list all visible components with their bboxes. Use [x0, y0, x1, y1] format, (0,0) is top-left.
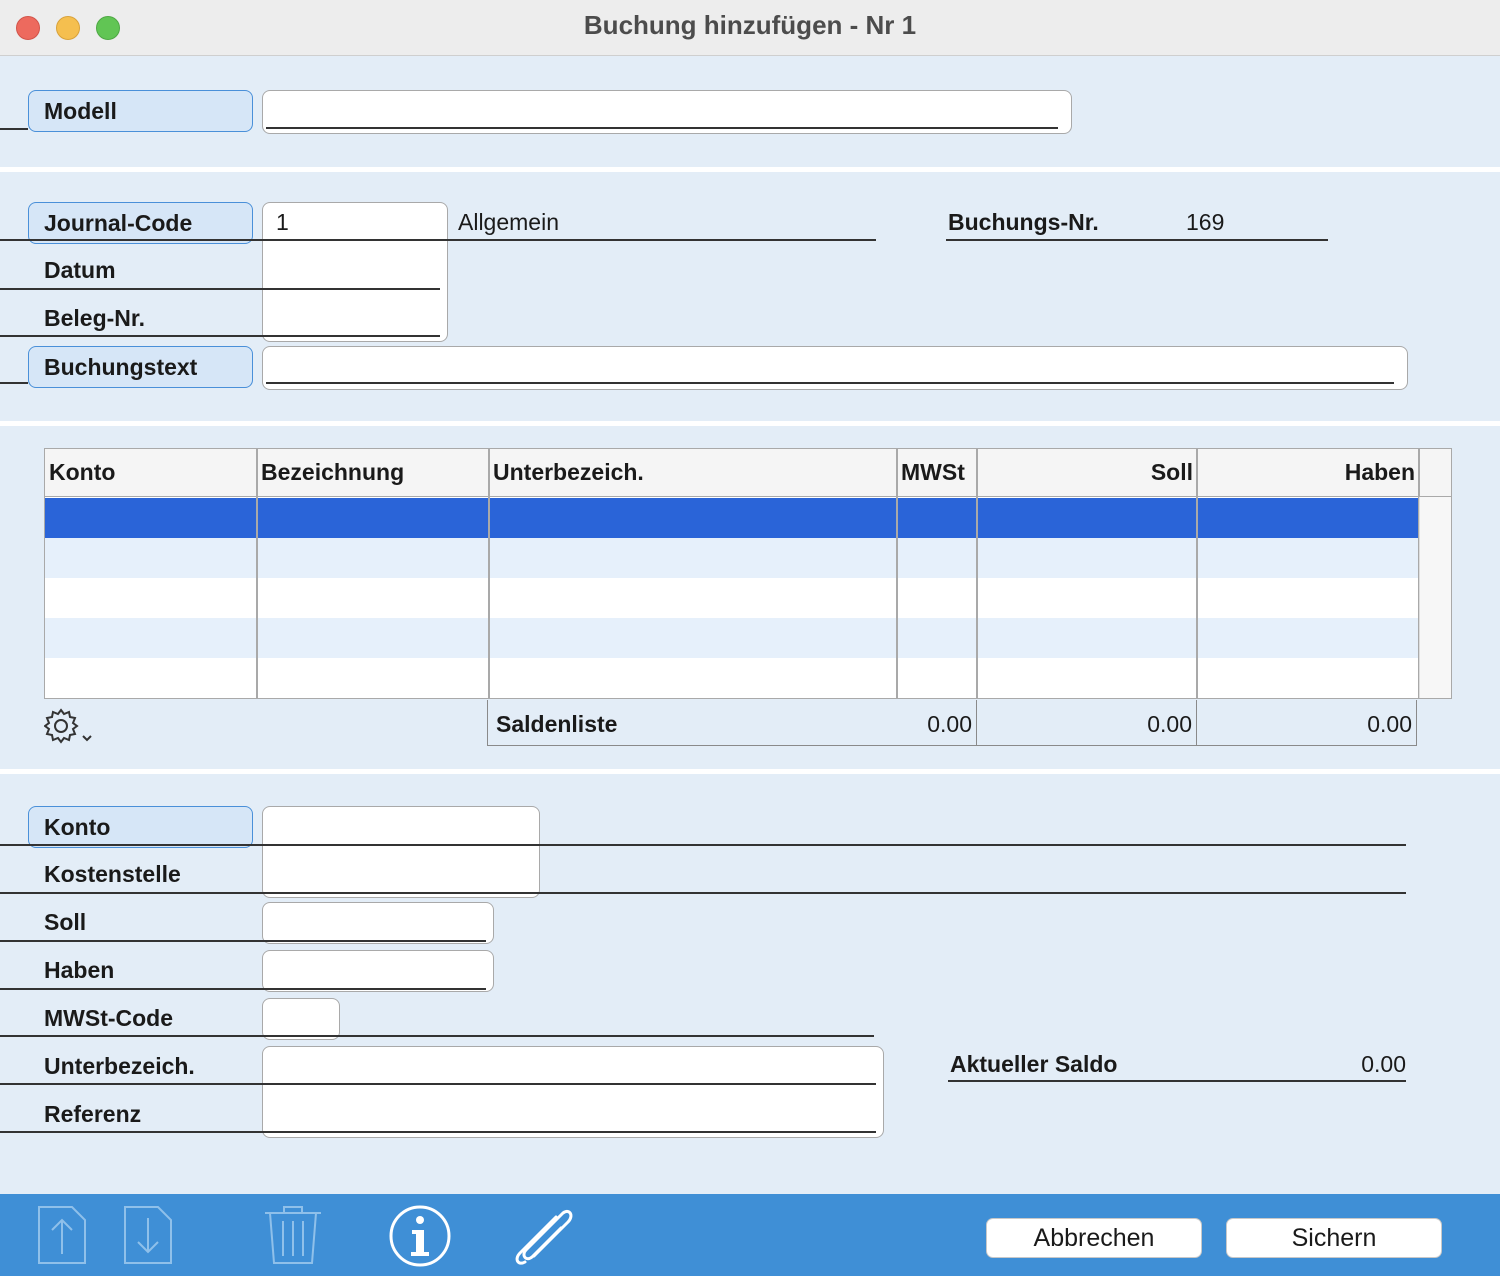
saldenliste-label: Saldenliste [487, 700, 977, 746]
soll-field[interactable] [262, 902, 494, 944]
journal-fields-box [262, 202, 448, 342]
column-header-haben[interactable]: Haben [1197, 449, 1419, 497]
modell-rule [0, 128, 28, 130]
gear-icon [44, 708, 94, 746]
column-divider [488, 449, 490, 699]
kostenstelle-label: Kostenstelle [44, 861, 181, 887]
unterbezeich-referenz-box[interactable] [262, 1046, 884, 1138]
table-row[interactable] [45, 578, 1419, 618]
saldenliste-mwst-value: 0.00 [927, 711, 972, 737]
column-divider [976, 449, 978, 699]
konto-rule [0, 844, 1406, 846]
datum-label: Datum [44, 257, 116, 283]
buchungstext-rule [0, 382, 28, 384]
move-down-icon [122, 1204, 174, 1266]
trash-icon [262, 1204, 324, 1266]
unterbezeich-rule [0, 1083, 876, 1085]
saldenliste-haben-value: 0.00 [1196, 700, 1417, 746]
mwst-code-label: MWSt-Code [44, 1005, 174, 1031]
journal-code-value[interactable]: 1 [276, 209, 289, 235]
table-row-selected[interactable] [45, 498, 1419, 538]
save-button[interactable]: Sichern [1226, 1218, 1442, 1258]
buchungs-nr-rule [946, 239, 1328, 241]
column-divider [896, 449, 898, 699]
paperclip-icon [512, 1204, 580, 1268]
cancel-button[interactable]: Abbrechen [986, 1218, 1202, 1258]
referenz-rule [0, 1131, 876, 1133]
attachment-button[interactable] [512, 1204, 580, 1273]
mwst-code-field[interactable] [262, 998, 340, 1040]
journal-code-rule [0, 239, 876, 241]
mwst-code-rule [0, 1035, 874, 1037]
column-header-konto[interactable]: Konto [45, 449, 257, 497]
haben-rule [0, 988, 486, 990]
buchungstext-label-button[interactable]: Buchungstext [28, 346, 253, 388]
column-header-unterbezeich[interactable]: Unterbezeich. [489, 449, 897, 497]
soll-rule [0, 940, 486, 942]
table-row[interactable] [45, 618, 1419, 658]
table-scrollbar[interactable] [1419, 497, 1451, 699]
referenz-label: Referenz [44, 1101, 142, 1127]
info-button[interactable] [388, 1204, 452, 1273]
move-down-button[interactable] [122, 1204, 174, 1271]
column-header-bezeichnung[interactable]: Bezeichnung [257, 449, 489, 497]
window-title: Buchung hinzufügen - Nr 1 [583, 10, 917, 40]
table-row[interactable] [45, 538, 1419, 578]
column-header-spacer [1419, 449, 1452, 497]
column-divider [256, 449, 258, 699]
beleg-nr-rule [0, 335, 440, 337]
konto-label-button[interactable]: Konto [28, 806, 253, 848]
soll-label: Soll [44, 909, 87, 935]
buchungs-nr-label: Buchungs-Nr. [948, 209, 1099, 235]
move-up-icon [36, 1204, 88, 1266]
booking-lines-table[interactable] [44, 448, 1452, 699]
move-up-button[interactable] [36, 1204, 88, 1271]
buchungstext-field-rule [266, 382, 1394, 384]
column-divider [1196, 449, 1198, 699]
title-bar [0, 0, 1500, 56]
column-header-mwst[interactable]: MWSt [897, 449, 977, 497]
modell-label-button[interactable]: Modell [28, 90, 253, 132]
modell-field-rule [266, 127, 1058, 129]
aktueller-saldo-label: Aktueller Saldo [950, 1051, 1118, 1077]
gear-menu-button[interactable] [44, 708, 94, 746]
haben-label: Haben [44, 957, 115, 983]
table-row[interactable] [45, 658, 1419, 698]
buchungs-nr-value: 169 [1186, 209, 1225, 235]
aktueller-saldo-rule [948, 1080, 1406, 1082]
bottom-toolbar [0, 1194, 1500, 1276]
section-separator [0, 421, 1500, 426]
konto-kostenstelle-box[interactable] [262, 806, 540, 898]
beleg-nr-label: Beleg-Nr. [44, 305, 145, 331]
delete-button[interactable] [262, 1204, 324, 1271]
saldenliste-soll-value: 0.00 [976, 700, 1197, 746]
datum-rule [0, 288, 440, 290]
column-header-soll[interactable]: Soll [977, 449, 1197, 497]
section-separator [0, 167, 1500, 172]
journal-name: Allgemein [458, 209, 559, 235]
aktueller-saldo-value: 0.00 [1361, 1051, 1406, 1077]
section-separator [0, 769, 1500, 774]
kostenstelle-rule [0, 892, 1406, 894]
haben-field[interactable] [262, 950, 494, 992]
info-icon [388, 1204, 452, 1268]
unterbezeich-label: Unterbezeich. [44, 1053, 195, 1079]
journal-code-label-button[interactable]: Journal-Code [28, 202, 253, 244]
